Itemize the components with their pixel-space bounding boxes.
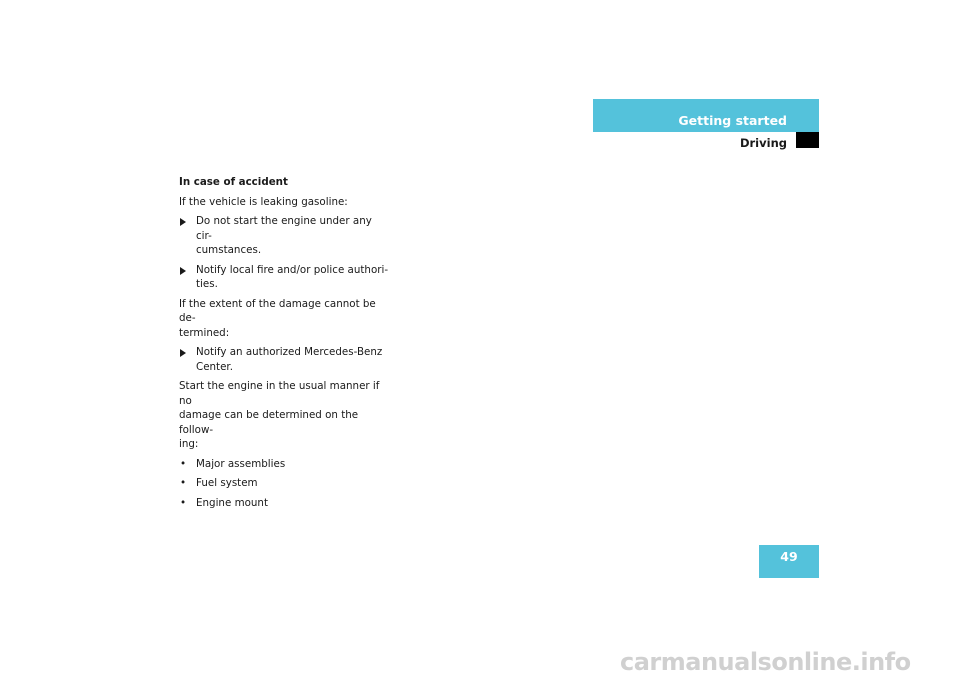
step-text: Do not start the engine under any cir- cumstances. (196, 215, 372, 256)
instruction-step (179, 214, 389, 258)
subsection-marker (796, 132, 819, 148)
list-item: • Major assemblies (180, 457, 286, 470)
page-number-box (759, 545, 819, 578)
section-title: Getting started (678, 113, 787, 128)
intro-damage-text: If the extent of the damage cannot be de- termined: (179, 297, 376, 339)
step-text: Notify an authorized Mercedes-Benz Center. (196, 346, 383, 373)
step-text: Notify local fire and/or police authori- ties. (196, 263, 389, 290)
list-item-text: Fuel system (196, 477, 258, 489)
start-engine-text: Start the engine in the usual manner if no damage can be determined on the follow- ing: (179, 380, 380, 450)
instruction-step (179, 263, 389, 292)
section-header-box (593, 99, 819, 132)
content-heading: In case of accident (179, 176, 288, 188)
intro-leak-text: If the vehicle is leaking gasoline: (179, 195, 348, 208)
list-item-text: Engine mount (196, 496, 268, 509)
instruction-step (179, 345, 389, 374)
list-item-text: Major assemblies (196, 457, 286, 470)
subsection-title: Driving (739, 136, 787, 150)
list-item: • Engine mount (180, 496, 268, 509)
page-number: 49 (780, 549, 798, 564)
page-content (179, 175, 389, 515)
list-item: • Fuel system (180, 477, 258, 489)
watermark: carmanualsonline.info (620, 648, 911, 676)
